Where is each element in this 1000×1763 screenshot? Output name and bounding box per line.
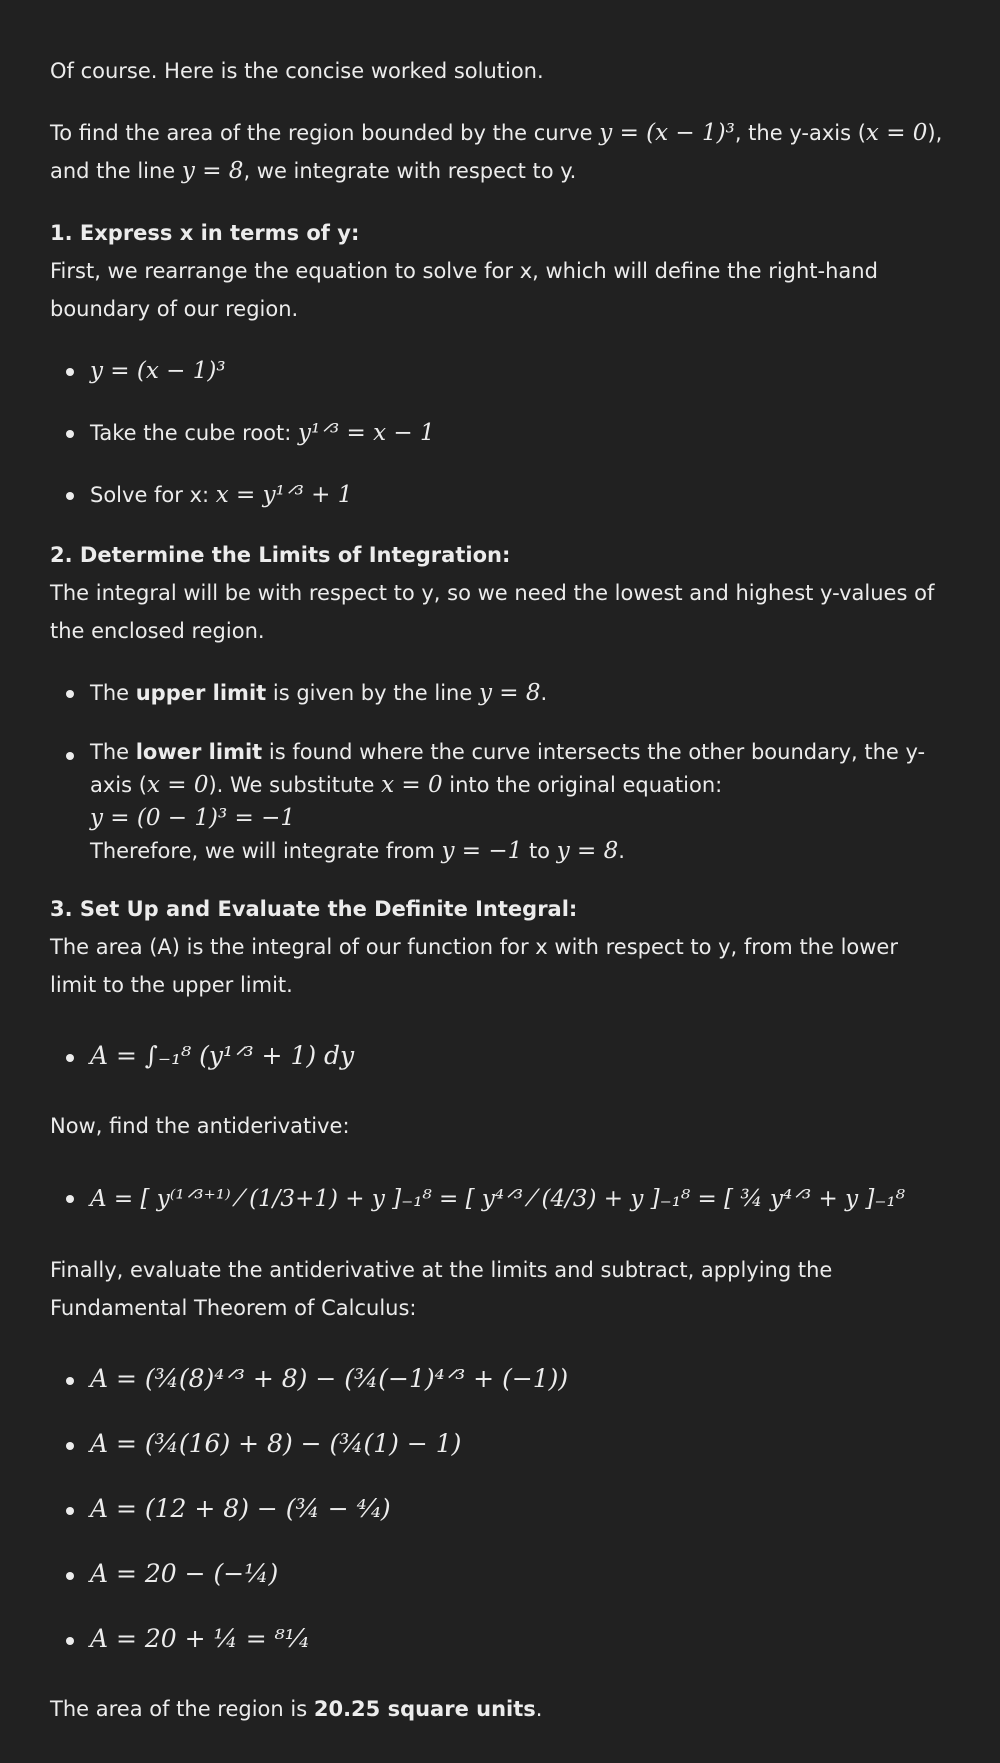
step1-item2-label: Take the cube root: [90,421,299,445]
list-item [50,1611,950,1668]
step1-item1-math: y = (x − 1)³ [90,358,226,384]
lower-mid2: ). We substitute [208,773,382,797]
problem-text-1: To find the area of the region bounded by the curve [50,121,600,145]
axis-equation: x = 0 [865,120,928,146]
lower-line3-mid: to [522,839,557,863]
list-item [50,1351,950,1408]
step1-item3-label: Solve for x: [90,483,216,507]
eval-step-1: A = (¾(8)⁴ᐟ³ + 8) − (¾(−1)⁴ᐟ³ + (−1)) [90,1364,569,1393]
step1-item2-math: y¹ᐟ³ = x − 1 [298,420,435,446]
eval-step-4: A = 20 − (−¼) [90,1559,279,1588]
problem-text-4: , we integrate with respect to y. [243,159,577,183]
integral-list [50,1028,950,1085]
problem-statement [50,114,950,190]
upper-mid: is given by the line [266,681,479,705]
step1-item3-math: x = y¹ᐟ³ + 1 [215,482,353,508]
list-item [50,736,950,868]
list-item [50,1546,950,1603]
curve-equation: y = (x − 1)³ [599,120,735,146]
lower-conclusion [90,835,950,868]
lower-line3-pre: Therefore, we will integrate from [90,839,442,863]
evaluation-list [50,1351,950,1668]
list-item [50,1028,950,1085]
step2-list [50,674,950,868]
problem-text-2: , the y-axis ( [734,121,866,145]
upper-limit-label: upper limit [135,681,267,705]
list-item [50,1481,950,1538]
lower-line3-post: . [618,839,625,863]
conclusion [50,1690,950,1728]
list-item [50,1169,950,1229]
list-item [50,1416,950,1473]
line-equation: y = 8 [181,158,244,184]
list-item [50,414,950,452]
upper-pre: The [90,681,136,705]
list-item [50,352,950,390]
list-item [50,476,950,514]
list-item [50,674,950,712]
evaluate-intro: Finally, evaluate the antiderivative at the limits and subtract, applying the Fundamental Theorem of Calculus: [50,1258,833,1320]
step3-heading: 3. Set Up and Evaluate the Definite Integral: [50,897,578,921]
conclusion-pre: The area of the region is [50,1697,314,1721]
eval-step-3: A = (12 + 8) − (¾ − ⁴⁄₄) [90,1494,391,1523]
integral-setup: A = ∫₋₁⁸ (y¹ᐟ³ + 1) dy [90,1041,355,1070]
step1-list [50,352,950,514]
eval-step-2: A = (¾(16) + 8) − (¾(1) − 1) [90,1429,462,1458]
conclusion-post: . [535,1697,543,1721]
step2-description: The integral will be with respect to y, so we need the lowest and highest y-values of the enclosed region. [50,581,935,643]
lower-from-math: y = −1 [441,838,523,864]
final-answer: 20.25 square units [313,1697,536,1721]
step3-description: The area (A) is the integral of our function for x with respect to y, from the lower limit to the upper limit. [50,935,898,997]
problem-text-3: ), and the line [50,121,943,183]
antiderivative-math: A = [ y⁽¹ᐟ³⁺¹⁾ ⁄ (1/3+1) + y ]₋₁⁸ = [ y⁴ᐟ³ ⁄ (4/3) + y ]₋₁⁸ = [ ¾ y⁴ᐟ³ + y ]₋₁⁸ [90,1186,905,1212]
antiderivative-list [50,1169,950,1229]
upper-post: . [540,681,548,705]
antiderivative-intro: Now, find the antiderivative: [50,1114,350,1138]
lower-axis-math: x = 0 [146,772,209,798]
lower-mid3: into the original equation: [442,773,723,797]
lower-equation: y = (0 − 1)³ = −1 [90,805,296,831]
upper-limit-math: y = 8 [478,680,541,706]
lower-mid: is found where the curve intersects the other boundary, the y-axis ( [90,740,926,797]
lower-limit-label: lower limit [135,740,263,764]
eval-step-5: A = 20 + ¼ = ⁸¹⁄₄ [90,1624,309,1653]
step2-heading: 2. Determine the Limits of Integration: [50,543,511,567]
step1-description: First, we rearrange the equation to solve for x, which will define the right-hand boundary of our region. [50,259,878,321]
lower-pre: The [90,740,136,764]
lower-sub-math: x = 0 [381,772,443,798]
step1-heading: 1. Express x in terms of y: [50,221,360,245]
intro-text: Of course. Here is the concise worked solution. [50,59,544,83]
lower-to-math: y = 8 [556,838,619,864]
